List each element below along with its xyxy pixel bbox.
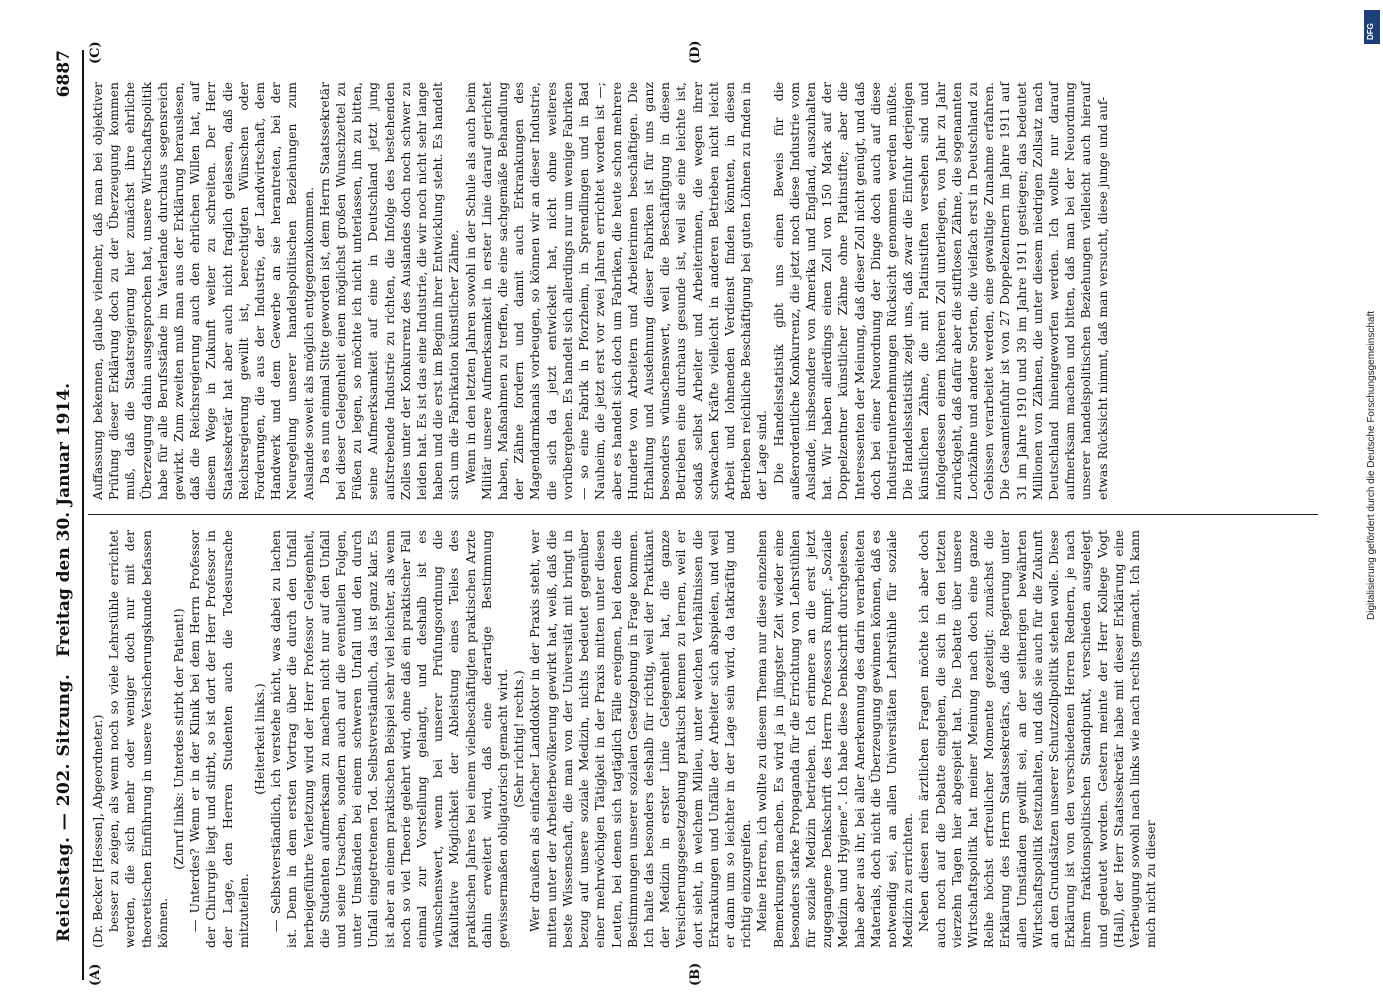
- margin-mark-d: (D): [688, 40, 703, 64]
- paragraph: Neben diesen rein ärztlichen Fragen möchte ich aber doch auch noch auf die Debatte eingehen, die sich in den letzten vierzehn Tagen hier abgespielt hat. Die Debatte über unsere Wirtschaftspolitik hat meiner Meinung nach doch eine ganze Reihe höchst erfreulicher Momente gezeitigt: zunächst die Erklärung des Herrn Staatssekretärs, daß die Regierung unter allen Umständen gewillt sei, an der seitherigen bewährten Wirtschaftspolitik festzuhalten, und daß sie auch für die Zukunft an den Grundsätzen unserer Schutzzollpolitik stehen wolle. Diese Erklärung ist von den verschiedenen Herren Rednern, je nach ihrem fraktionspolitischen Standpunkt, verschieden ausgelegt und gedeutet worden. Gestern meinte der Herr Kollege Vogt (Hall), der Herr Staatssekretär habe mit dieser Erklärung eine Verbeugung sowohl nach links wie nach rechts gemacht. Ich kann mich nicht zu dieser: [916, 530, 1159, 948]
- margin-mark-a: (A): [88, 963, 103, 986]
- page-header: [48, 40, 84, 1000]
- paragraph: — Selbstverständlich, ich verstehe nicht, was dabei zu lachen ist. Denn in dem ersten Vortrag über die durch den Unfall herbeigeführte Verletzung wird der Herr Professor Gelegenheit, die Studenten aufmerksam zu machen nicht nur auf den Unfall und seine Ursachen, sondern auch auf die eventuellen Folgen, unter Umständen bei einem schweren Unfall und den durch Unfall eingetretenen Tod. Selbstverständlich, das ist ganz klar. Es ist aber an einem praktischen Beispiel sehr viel leichter, als wenn noch so viel Theorie gelehrt wird, ohne daß ein praktischer Fall einmal zur Vorstellung gelangt, und deshalb ist es wünschenswert, wenn bei unserer Prüfungsordnung die fakultative Möglichkeit der Ableistung eines Teiles des praktischen Jahres bei einem vielbeschäftigten praktischen Arzte dahin erweitert wird, daß eine derartige Bestimmung gewissermaßen obligatorisch gemacht wird.: [268, 530, 511, 948]
- interjection: (Sehr richtig! rechts.): [511, 670, 527, 808]
- dfg-logo: [1364, 10, 1380, 44]
- paragraph: Da es nun einmal Sitte geworden ist, dem Herrn Staatssekretär bei dieser Gelegenheit einen möglichst großen Wunschzettel zu Füßen zu legen, so möchte ich nicht unterlassen, ihn zu bitten, seine Aufmerksamkeit auf eine in Deutschland jetzt jung aufstrebende Industrie zu richten, die Infolge des bestehenden Zolles unter der Konkurrenz des Auslandes doch noch schwer zu leiden hat. Es ist das eine Industrie, die wir noch nicht sehr lange haben und die erst im Beginn ihrer Entwicklung steht. Es handelt sich um die Fabrikation künstlicher Zähne.: [316, 82, 462, 500]
- header-left-title: Reichstag. — 202. Sitzung.: [54, 673, 74, 942]
- paragraph: Meine Herren, ich wollte zu diesem Thema nur diese einzelnen Bemerkungen machen. Es wird ja in jüngster Zeit wieder eine besonders starke Propaganda für die Errichtung von Lehrstühlen für soziale Medizin betrieben. Ich erinnere an die erst jetzt zugegangene Denkschrift des Herrn Professors Rumpf: „Soziale Medizin und Hygiene“. Ich habe diese Denkschrift durchgelesen, habe aber aus ihr, bei aller Anerkennung des darin verarbeiteten Materials, doch nicht die Überzeugung gewinnen können, daß es notwendig sei, an allen Universitäten Lehrstühle für soziale Medizin zu errichten.: [754, 530, 916, 948]
- header-rule: [82, 50, 84, 980]
- header-date: Freitag den 30. Januar 1914.: [54, 382, 74, 658]
- interjection: (Heiterkeit links.): [252, 683, 268, 795]
- credit-line: Digitalisierung gefördert durch die Deutsche Forschungsgemeinschaft: [1366, 310, 1377, 620]
- paragraph: (Dr. Becker [Hessen], Abgeordneter.): [90, 714, 105, 948]
- margin-mark-c: (C): [88, 41, 103, 64]
- paragraph: Die Handelsstatistik gibt uns einen Beweis für die außerordentliche Konkurrenz, die jetzt noch diese Industrie vom Auslande, insbesondere von Amerika und England, auszuhalten hat. Wir haben allerdings einen Zoll von 150 Mark auf der Doppelzentner künstlicher Zähne ohne Platinstifte; aber die Interessenten der Meinung, daß dieser Zoll nicht genügt, und daß doch bei einer Neuordnung der Dinge doch auch auf diese Industrieunternehmungen Rücksicht genommen werden müßte. Die Handelsstatistik zeigt uns, daß zwar die Einfuhr derjenigen künstlichen Zähne, die mit Platinstiften versehen sind und infolgedessen einem höheren Zoll unterliegen, von Jahr zu Jahr zurückgeht, daß dafür aber die stiftlosen Zähne, die sogenannten Lochzähne und andere Sorten, die vielfach erst in Deutschland zu Gebissen verarbeitet werden, eine gewaltige Zunahme erfahren. Die Gesamteinfuhr ist von 27 Doppelzentnern im Jahre 1911 auf 31 im Jahre 1910 und 39 im Jahre 1911 gestiegen; das bedeutet Millionen von Zähnen, die unter diesem niedrigen Zollsatz nach Deutschland hineingeworfen werden. Ich wollte nur darauf aufmerksam machen und bitten, daß man bei der Neuordnung unserer handelspolitischen Beziehungen vielleicht auch hierauf etwas Rücksicht nimmt, daß man versucht, diese junge und auf-: [770, 82, 1110, 500]
- document-page: [48, 40, 1318, 1000]
- interjection: (Zuruf links: Unterdes stirbt der Patient!): [171, 608, 187, 870]
- column-divider: [88, 514, 1318, 515]
- margin-mark-b: (B): [688, 962, 703, 986]
- right-column: [90, 82, 1111, 500]
- paragraph: Wer draußen als einfacher Landdoktor in der Praxis steht, wer mitten unter der Arbeiterbevölkerung gewirkt hat, weiß, daß die beste Wissenschaft, die man von der Universität mit bringt in bezug auf unsere soziale Medizin, nichts bedeutet gegenüber einer mehrwöchigen Tätigkeit in der Praxis mitten unter diesen Leuten, bei denen sich tagtäglich Fälle ereignen, bei denen die Bestimmungen unserer sozialen Gesetzgebung in Frage kommen. Ich halte das besonders deshalb für richtig, weil der Praktikant der Medizin in erster Linie Gelegenheit hat, die ganze Versicherungsgesetzgebung praktisch kennen zu lernen, weil er dort sieht, in welchem Milieu, unter welchen Verhältnissen die Erkrankungen und Unfälle der Arbeiter sich abspielen, und weil er dann um so leichter in der Lage sein wird, da tatkräftig und richtig einzugreifen.: [527, 530, 754, 948]
- paragraph: besser zu zeigen, als wenn noch so viele Lehrstühle errichtet werden, die sich mehr oder weniger doch nur mit der theoretischen Einführung in unsere Versicherungskunde befassen können.: [106, 530, 170, 948]
- paragraph: Auffassung bekennen, glaube vielmehr, daß man bei objektiver Prüfung dieser Erklärung doch zu der Überzeugung kommen muß, daß die Staatsregierung hier zunächst ihre ehrliche Überzeugung dahin ausgesprochen hat, unsere Wirtschaftspolitik habe für alle Berufsstände im Vaterlande durchaus segensreich gewirkt. Zum zweiten muß man aus der Erklärung herauslesen, daß die Reichsregierung auch den ehrlichen Willen hat, auf diesem Wege in Zukunft weiter zu schreiten. Der Herr Staatssekretär hat aber auch nicht fraglich gelassen, daß die Reichsregierung gewillt ist, berechtigten Wünschen oder Forderungen, die aus der Industrie, der Landwirtschaft, dem Handwerk und dem Gewerbe an sie herantreten, bei der Neuregelung unserer handelspolitischen Beziehungen zum Auslande soweit als möglich entgegenzukommen.: [90, 82, 316, 500]
- page-number: 6887: [54, 50, 74, 98]
- paragraph: Wenn in den letzten Jahren sowohl in der Schule als auch beim Militär unsere Aufmerksamkeit in erster Linie darauf gerichtet haben, Maßnahmen zu treffen, die eine sachgemäße Behandlung der Zähne fordern und damit auch Erkrankungen des Magendarmkanals vorbeugen, so können wir an dieser Industrie, die sich da jetzt entwickelt hat, nicht ohne weiteres vorübergehen. Es handelt sich allerdings nur um wenige Fabriken — so eine Fabrik in Pforzheim, in Sprendlingen und in Bad Nauheim, die jetzt erst vor zwei Jahren errichtet worden ist —; aber es handelt sich doch um Fabriken, die heute schon mehrere Hunderte von Arbeitern und Arbeiterinnen beschäftigen. Die Erhaltung und Ausdehnung dieser Fabriken ist für uns ganz besonders wünschenswert, weil die Beschäftigung in diesen Betrieben eine durchaus gesunde ist, weil sie eine leichte ist, sodaß selbst Arbeiter und Arbeiterinnen, die wegen ihrer schwachen Kräfte vielleicht in anderen Betrieben nicht leicht Arbeit und lohnenden Verdienst finden könnten, in diesen Betrieben reichliche Beschäftigung bei guten Löhnen zu finden in der Lage sind.: [462, 82, 770, 500]
- dfg-logo-text: DFG: [1366, 23, 1375, 40]
- paragraph: — Unterdes? Wenn er in der Klinik bei dem Herrn Professor der Chirurgie liegt und stirbt, so ist dort der Herr Professor in der Lage, den Herren Studenten auch die Todesursache mitzuteilen.: [187, 530, 251, 948]
- left-column: [90, 530, 1159, 948]
